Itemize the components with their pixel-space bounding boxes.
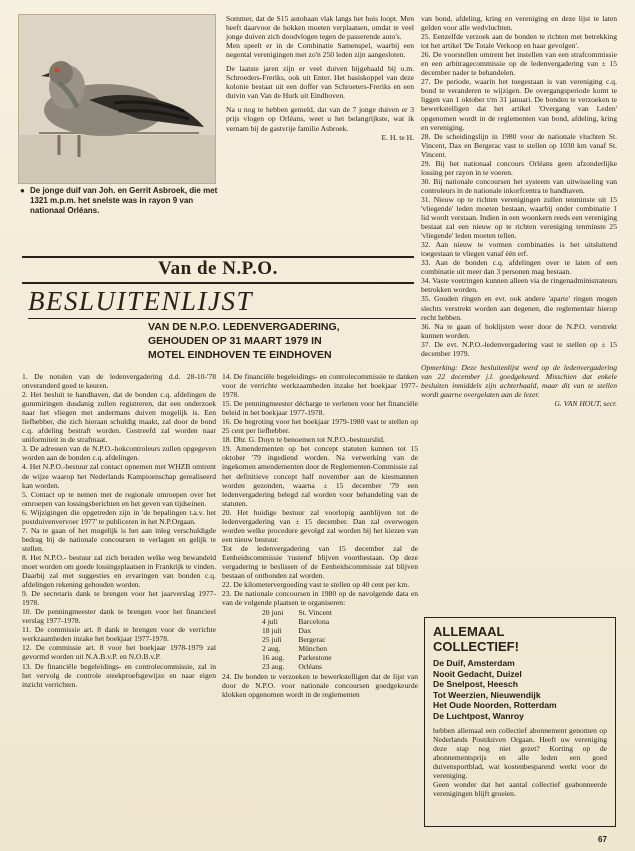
closing-note: Opmerking: Deze besluitenlijst werd op de ledenvergadering van 22 december j.l. goedgekeurd. Misschien dat enkele besluiten inmiddels zijn achterhaald, maar dit van te stellen wordt gaarne overgelaten aan de lezer. xyxy=(421,362,617,399)
section-header: Van de N.P.O. xyxy=(158,258,278,279)
caption-bullet: ● xyxy=(20,186,25,195)
club-item: Tot Weerzien, Nieuwendijk xyxy=(433,689,541,700)
subtitle-line: GEHOUDEN OP 31 MAART 1979 IN xyxy=(148,335,322,347)
top-paragraph: Men speelt er in de Combinatie Samenspel, waarbij een negental verenigingen met zo'n 250 leden zijn aangesloten. xyxy=(226,41,414,60)
page-number: 67 xyxy=(598,835,607,844)
place-cell: München xyxy=(298,644,328,654)
date-cell: 25 juli xyxy=(262,635,282,645)
place-cell: Bergerac xyxy=(298,635,326,645)
decision-item: 9. De secretaris dank te brengen voor het jaarverslag 1977-1978. xyxy=(22,589,216,608)
decision-item: 24. De bonden te verzoeken te bewerkstelligen dat de lijst van door de N.P.O. voor nationale concoursen goedgekeurde klokken opgenomen wordt in de reglementen xyxy=(222,672,418,700)
place-cell: Barcelona xyxy=(298,617,330,627)
decision-item: 19. Amendementen op het concept statuten kunnen tot 15 oktober '79 ingediend worden. Na verwerking van de ingekomen amendementen door de Reglementen-Commissie zal het definitieve concept half november aan de kiesmannen worden gezonden, waarna ± 15 december '79 een ledenvergadering belegd zal worden voor behandeling van de statuten. xyxy=(222,444,418,508)
decision-item: 5. Contact op te nemen met de regionale omroepen over het omroepen van lossingsberichten en het geven van tijdseinen. xyxy=(22,489,216,508)
decision-item: 4. Het N.P.O.-bestuur zal contact opnemen met WHZB omtrent de wijze waarop het Nederlands Kampioenschap gerealiseerd kan worden. xyxy=(22,462,216,490)
date-cell: 20 juni xyxy=(262,608,284,618)
decision-item: 7. Na te gaan of het mogelijk is het aan inleg verschuldigde bedrag bij de nationale concoursen te verlagen en gelijk te stellen. xyxy=(22,525,216,553)
decision-item: van bond, afdeling, kring en vereniging en deze lijst te laten gelden voor alle wedvluchten. xyxy=(421,14,617,33)
decision-item: 2. Het besluit te handhaven, dat de bonden c.q. afdelingen de gummiringen dusdanig zullen registreren, dat een onderzoek naar het vliegen met andermans duiven mogelijk is. Een liefhebber, die zich hieraan schuldig maakt, zal door de bond c.q. afdeling bestraft worden. Gestreefd zal worden naar uniformiteit in de strafmaat. xyxy=(22,390,216,445)
decision-item: 13. De financiële begeleidings- en controlecommissie, zal in het vervolg de controle steekproefsgewijze en naar eigen inzicht verrichten. xyxy=(22,661,216,689)
collective-box xyxy=(424,617,616,827)
caption-text: De jonge duif van Joh. en Gerrit Asbroek, die met 1321 m.p.m. het snelste was in rayon 9 van nationaal Orléans. xyxy=(30,186,218,215)
club-list xyxy=(425,654,615,721)
place-cell: Dax xyxy=(298,626,312,636)
decision-item: 8. Het N.P.O.- bestuur zal zich beraden welke weg bewandeld moet worden om goede lossingsplaatsen in Frankrijk te vinden. Daarbij zal met suggesties en ervaringen van bonden c.q. afdelingen rekening gehouden worden. xyxy=(22,552,216,590)
subtitle-line: VAN DE N.P.O. LEDENVERGADERING, xyxy=(148,321,340,333)
date-cell: 18 juli xyxy=(262,626,282,636)
pigeon-image xyxy=(19,15,215,183)
decision-item: 20. Het huidige bestuur zal voorlopig aanblijven tot de ledenvergadering van ± 15 december. Dan zal overwogen worden welke procedure gevolgd zal worden bij het kiezen van een nieuw bestuur. xyxy=(222,507,418,544)
box-paragraph: Geen wonder dat het aantal collectief geabonneerde verenigingen blijft groeien. xyxy=(433,780,607,798)
subtitle xyxy=(148,320,416,362)
box-title-line: COLLECTIEF! xyxy=(433,639,519,654)
decision-item: 30. Bij nationale concoursen het systeem van uitwisseling van controleurs in de nationale inkorfcentra te handhaven. xyxy=(421,176,617,195)
column-3 xyxy=(421,14,617,408)
decision-item: 22. De kilometervergoeding vast te stellen op 40 cent per km. xyxy=(222,580,410,590)
club-item: De Duif, Amsterdam xyxy=(433,658,515,668)
box-paragraph: hebben allemaal een collectief abonnement genomen op Nederlands Postduiven Orgaan. Heeft uw vereniging deze stap nog niet gezet? Korting op de abonnementsprijs en alle leden een goed duivensportblad, wat kostenbesparend werkt voor de vereniging. xyxy=(433,726,607,780)
decision-item: 37. De evt. N.P.O.-ledenvergadering vast te stellen op ± 15 december 1979. xyxy=(421,339,617,358)
subtitle-line: MOTEL EINDHOVEN TE EINDHOVEN xyxy=(148,349,332,361)
decision-item: 25. Eenzelfde verzoek aan de bonden te richten met betrekking tot het artikel 'De Totale Verkoop en haar gevolgen'. xyxy=(421,32,617,51)
decision-item: 14. De financiële begeleidings- en controlecommissie te danken voor de verrichte werkzaamheden inzake het boekjaar 1977-1978. xyxy=(222,372,418,400)
date-cell: 23 aug. xyxy=(262,662,285,672)
decision-item: Tot de ledenvergadering van 15 december zal de Eenheidscommissie 'rustend' blijven voortbestaan. Op deze vergadering te beslissen of de Eenheidscommissie zal blijven bestaan of ontbonden zal worden. xyxy=(222,543,418,581)
decision-item: 29. Bij het nationaal concours Orléans geen afzonderlijke lossing per rayon in te voeren. xyxy=(421,158,617,177)
club-item: De Snelpost, Heesch xyxy=(433,679,519,689)
top-paragraph: Sommer, dat de S15 autobaan vlak langs het huis loopt. Men heeft daarvoor de hokken moeten verplaatsen, omdat te veel jonge duiven zich doodvlogen tegen de passerende auto's. xyxy=(226,14,414,42)
decision-item: 28. De scheidingslijn in 1980 voor de nationale vluchten St. Vincent, Dax en Bergerac vast te stellen op 1030 km vanaf St. Vincent. xyxy=(421,131,617,159)
decision-item: 34. Vaste voetringen kunnen alleen via de ringenadministrateurs betrokken worden. xyxy=(421,276,617,295)
decision-item: 23. De nationale concoursen in 1980 op de navolgende data en van de volgende plaatsen te organiseren: xyxy=(222,589,418,608)
decision-item: 12. De commissie art. 8 voor het boekjaar 1978-1979 zal gevormd worden uit N.A.B.v.P. en N.O.B.v.P. xyxy=(22,643,216,662)
decision-item: 31. Nieuw op te richten verenigingen zullen tenminste uit 15 'vliegende' leden moeten bestaan, waarbij onder combinatie 1 lid wordt verstaan. Indien in een woonkern reeds een vereniging bestaat zal een nieuw op te richten vereniging tenminste 25 'vliegende' leden moeten tellen. xyxy=(421,194,617,241)
decision-item: 35. Gouden ringen en evt. ook andere 'aparte' ringen mogen slechts verstrekt worden aan degenen, die reglementair hierop recht hebben. xyxy=(421,294,617,322)
table-row xyxy=(262,635,346,644)
pigeon-photo xyxy=(18,14,216,184)
box-body xyxy=(425,721,615,798)
decision-item: 36. Na te gaan of hoklijsten weer door de N.P.O. verstrekt kunnen worden. xyxy=(421,321,617,340)
table-row xyxy=(262,626,346,635)
column-2 xyxy=(222,372,418,699)
date-cell: 4 juli xyxy=(262,617,278,627)
decision-item: 3. De adressen van de N.P.O.-hokcontroleurs zullen opgegeven worden aan de bonden c.q. afdelingen. xyxy=(22,444,216,463)
decision-item: 32. Aan nieuw te vormen combinaties is het uitsluitend toegestaan te vliegen vanaf één erf. xyxy=(421,240,617,259)
decision-item: 27. De periode, waarin het toegestaan is van vereniging c.q. bond te veranderen te wijzigen. De overgangsperiode komt te liggen van 1 oktober t/m 31 januari. De bonden te verzoeken te bewerkstelligen dat het artikel 'Overgang van Leden' opgenomen wordt in de reglementen van bond, afdeling, kring en vereniging. xyxy=(421,77,617,132)
box-title-line: ALLEMAAL xyxy=(433,624,505,639)
decision-item: 11. De commissie art. 8 dank te brengen voor de verrichte werkzaamheden inzake het boekjaar 1977-1978. xyxy=(22,625,216,644)
decision-item: 16. De begroting voor het boekjaar 1979-1980 vast te stellen op 25 cent per liefhebber. xyxy=(222,417,418,436)
decision-item: 10. De penningmeester dank te brengen voor het financieel verslag 1977-1978. xyxy=(22,607,216,626)
decision-item: 18. Dhr. G. Duyn te benoemen tot N.P.O.-bestuurslid. xyxy=(222,435,385,445)
date-cell: 16 aug. xyxy=(262,653,285,663)
decision-item: 33. Aan de bonden c.q. afdelingen over te laten of een combinatie uit meer dan 3 personen mag bestaan. xyxy=(421,258,617,277)
decision-item: 15. De penningmeester décharge te verlenen voor het financiële beleid in het boekjaar 1977-1978. xyxy=(222,399,418,418)
table-row xyxy=(262,653,346,662)
decision-item: 26. De voorstellen omtrent het instellen van een strafcommissie en een arbitragecommissie op de ledenvergadering van ± 15 december nader te behandelen. xyxy=(421,50,617,78)
top-paragraph: Na u nog te hebben gemeld, dat van de 7 jonge duiven er 3 prijs vlogen op Orléans, weet u het belangrijkste, wat ik vernam bij de gastvrije familie Asbroek. xyxy=(226,105,414,133)
box-title xyxy=(425,618,615,654)
date-cell: 2 aug. xyxy=(262,644,281,654)
section-header-box xyxy=(22,256,414,284)
table-row xyxy=(262,662,346,671)
club-item: Het Oude Noorden, Rotterdam xyxy=(433,700,557,710)
top-paragraph: De laatste jaren zijn er veel duiven bijgehaald bij o.m. Schroeders-Freriks, ook uit Enter. Het basiskoppel van deze kolonie bestaat uit een doffer van Schroeters-Freriks en een duivin van Van de Hurk uit Eindhoven. xyxy=(226,64,414,101)
top-article-text xyxy=(226,14,414,142)
club-item: Nooit Gedacht, Duizel xyxy=(433,668,522,679)
place-cell: Orléans xyxy=(298,662,322,672)
column-1 xyxy=(22,372,216,689)
decision-item: 6. Wijzigingen die opgetreden zijn in 'de bepalingen t.a.v. het postduivenvervoer 1977' te publiceren in het N.P.Orgaan. xyxy=(22,507,216,526)
secretary-signature: G. VAN HOUT, secr. xyxy=(554,398,617,408)
photo-caption xyxy=(20,186,220,216)
main-title: BESLUITENLIJST xyxy=(28,286,254,316)
table-row xyxy=(262,617,346,626)
decision-item: 1. De notulen van de ledenvergadering d.d. 28-10-'78 onveranderd goed te keuren. xyxy=(22,372,216,391)
top-signature: E. H. te H. xyxy=(381,132,414,142)
place-cell: Parkestone xyxy=(298,653,332,663)
table-row xyxy=(262,608,346,617)
place-cell: St. Vincent xyxy=(298,608,332,618)
club-item: De Luchtpost, Wanroy xyxy=(433,710,524,721)
concours-dates-table xyxy=(262,608,346,671)
table-row xyxy=(262,644,346,653)
